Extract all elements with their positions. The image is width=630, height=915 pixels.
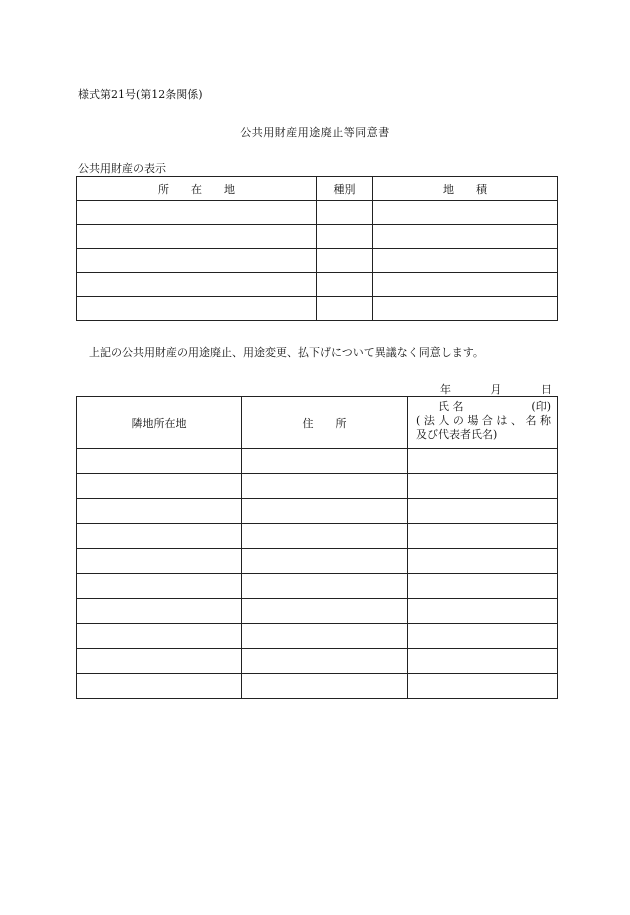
name-cell[interactable] [408, 474, 558, 499]
adjacent-address-cell[interactable] [77, 599, 242, 624]
name-cell[interactable] [408, 624, 558, 649]
residence-cell[interactable] [242, 574, 408, 599]
table-row [77, 549, 558, 574]
header-location: 所 在 地 [77, 177, 317, 201]
area-cell[interactable] [373, 249, 558, 273]
location-cell[interactable] [77, 249, 317, 273]
header-area: 地 積 [373, 177, 558, 201]
date-year-label: 年 [440, 383, 451, 396]
adjacent-address-cell[interactable] [77, 449, 242, 474]
form-number: 様式第21号(第12条関係) [78, 88, 203, 101]
residence-cell[interactable] [242, 599, 408, 624]
corporate-note-line1: (法人の場合は、名称 [416, 414, 551, 427]
neighbor-header-row [77, 397, 558, 449]
name-cell[interactable] [408, 549, 558, 574]
residence-cell[interactable] [242, 674, 408, 699]
name-cell[interactable] [408, 524, 558, 549]
table-row [77, 225, 558, 249]
area-cell[interactable] [373, 201, 558, 225]
corporate-note-line2: 及び代表者氏名) [416, 428, 498, 441]
table-row [77, 201, 558, 225]
adjacent-address-cell[interactable] [77, 574, 242, 599]
table-row [77, 674, 558, 699]
table-row [77, 474, 558, 499]
table-row [77, 574, 558, 599]
residence-cell[interactable] [242, 524, 408, 549]
residence-cell[interactable] [242, 549, 408, 574]
adjacent-address-cell[interactable] [77, 474, 242, 499]
header-name [408, 397, 558, 449]
table-row [77, 624, 558, 649]
date-day-label: 日 [541, 383, 552, 396]
consent-statement: 上記の公共用財産の用途廃止、用途変更、払下げについて異議なく同意します。 [89, 346, 484, 359]
table-row [77, 599, 558, 624]
type-cell[interactable] [317, 249, 373, 273]
adjacent-address-cell[interactable] [77, 649, 242, 674]
name-label: 氏 名 [438, 400, 464, 413]
property-table [76, 176, 558, 321]
residence-cell[interactable] [242, 499, 408, 524]
area-cell[interactable] [373, 297, 558, 321]
residence-cell[interactable] [242, 449, 408, 474]
residence-cell[interactable] [242, 624, 408, 649]
residence-cell[interactable] [242, 474, 408, 499]
adjacent-address-cell[interactable] [77, 549, 242, 574]
table-row [77, 297, 558, 321]
table-row [77, 249, 558, 273]
area-cell[interactable] [373, 273, 558, 297]
table-row [77, 449, 558, 474]
document-title: 公共用財産用途廃止等同意書 [240, 126, 390, 139]
header-adjacent-address: 隣地所在地 [77, 397, 242, 449]
location-cell[interactable] [77, 297, 317, 321]
seal-label: (印) [531, 400, 551, 413]
date-line [440, 381, 552, 397]
date-month-label: 月 [490, 383, 502, 396]
header-type: 種別 [317, 177, 373, 201]
table-row [77, 499, 558, 524]
type-cell[interactable] [317, 297, 373, 321]
adjacent-address-cell[interactable] [77, 524, 242, 549]
property-header-row [77, 177, 558, 201]
location-cell[interactable] [77, 225, 317, 249]
adjacent-address-cell[interactable] [77, 499, 242, 524]
location-cell[interactable] [77, 273, 317, 297]
name-cell[interactable] [408, 574, 558, 599]
name-cell[interactable] [408, 499, 558, 524]
name-cell[interactable] [408, 449, 558, 474]
name-cell[interactable] [408, 599, 558, 624]
table-row [77, 649, 558, 674]
residence-cell[interactable] [242, 649, 408, 674]
area-cell[interactable] [373, 225, 558, 249]
adjacent-address-cell[interactable] [77, 624, 242, 649]
header-residence: 住 所 [242, 397, 408, 449]
table-row [77, 524, 558, 549]
name-cell[interactable] [408, 674, 558, 699]
property-section-title: 公共用財産の表示 [78, 162, 166, 175]
type-cell[interactable] [317, 273, 373, 297]
type-cell[interactable] [317, 225, 373, 249]
location-cell[interactable] [77, 201, 317, 225]
adjacent-address-cell[interactable] [77, 674, 242, 699]
type-cell[interactable] [317, 201, 373, 225]
name-cell[interactable] [408, 649, 558, 674]
table-row [77, 273, 558, 297]
neighbor-table [76, 396, 558, 699]
